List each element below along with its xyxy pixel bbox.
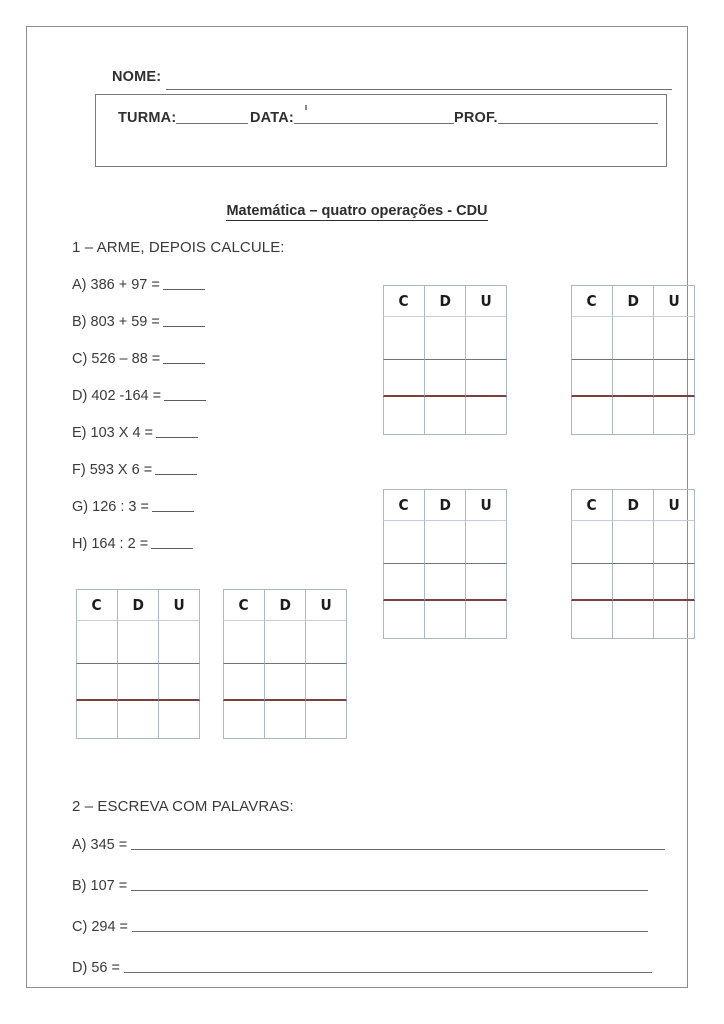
cdu-header-letter: C	[586, 496, 598, 514]
cdu-header-cell-c	[383, 285, 424, 317]
turma-label: TURMA:	[118, 110, 177, 126]
number-prompt: A) 345 =	[72, 837, 128, 853]
cdu-header-cell-u	[465, 489, 507, 521]
answer-blank[interactable]	[164, 387, 206, 401]
list-item	[72, 534, 352, 571]
cdu-header-row	[76, 589, 200, 621]
list-item	[72, 835, 682, 876]
cdu-cell[interactable]	[571, 317, 612, 360]
cdu-header-cell-d	[612, 285, 653, 317]
turma-field	[118, 109, 248, 129]
cdu-header-letter: D	[627, 292, 639, 310]
question-2-list	[72, 835, 682, 999]
cdu-header-row	[383, 489, 507, 521]
cdu-table	[571, 285, 695, 435]
cdu-header-letter: C	[398, 292, 410, 310]
cdu-header-letter: U	[668, 496, 680, 514]
number-prompt: C) 294 =	[72, 919, 129, 935]
cdu-operand-row	[383, 564, 507, 601]
cdu-cell[interactable]	[264, 664, 305, 701]
answer-blank[interactable]	[155, 461, 197, 475]
cdu-header-cell-c	[571, 489, 612, 521]
list-item	[72, 275, 352, 312]
cdu-table	[571, 489, 695, 639]
cdu-header-letter: U	[480, 292, 492, 310]
cdu-cell[interactable]	[612, 317, 653, 360]
data-label: DATA:	[250, 110, 294, 126]
data-field	[250, 109, 454, 129]
cdu-header-row	[223, 589, 347, 621]
cdu-cell[interactable]	[158, 621, 200, 664]
cdu-header-cell-c	[383, 489, 424, 521]
cdu-header-letter: D	[279, 596, 291, 614]
cdu-operand-row	[76, 664, 200, 701]
cdu-cell[interactable]	[264, 621, 305, 664]
answer-write-line[interactable]	[124, 959, 652, 973]
nome-label: NOME:	[112, 69, 162, 85]
answer-blank[interactable]	[152, 498, 194, 512]
cdu-cell[interactable]	[76, 621, 117, 664]
cdu-header-letter: U	[320, 596, 332, 614]
cdu-cell[interactable]	[612, 521, 653, 564]
cdu-operand-row	[223, 664, 347, 701]
cdu-cell[interactable]	[653, 521, 695, 564]
cdu-cell[interactable]	[465, 564, 507, 601]
answer-blank[interactable]	[151, 535, 193, 549]
cdu-table	[223, 589, 347, 739]
cdu-cell[interactable]	[117, 621, 158, 664]
cdu-header-letter: C	[586, 292, 598, 310]
cdu-header-letter: U	[173, 596, 185, 614]
cdu-result-row	[383, 601, 507, 639]
cdu-cell[interactable]	[223, 621, 264, 664]
list-item	[72, 386, 352, 423]
cdu-cell[interactable]	[383, 564, 424, 601]
cdu-result-row	[76, 701, 200, 739]
cdu-cell[interactable]	[571, 521, 612, 564]
cdu-cell[interactable]	[571, 397, 612, 435]
cdu-cell[interactable]	[383, 360, 424, 397]
cdu-cell[interactable]	[571, 360, 612, 397]
cdu-table	[76, 589, 200, 739]
cdu-operand-row	[223, 621, 347, 664]
exercise-text: H) 164 : 2 =	[72, 536, 149, 552]
exercise-text: F) 593 X 6 =	[72, 462, 153, 478]
cdu-header-letter: C	[238, 596, 250, 614]
cdu-header-letter: D	[439, 496, 451, 514]
list-item	[72, 423, 352, 460]
cdu-header-cell-c	[223, 589, 264, 621]
cdu-header-cell-d	[117, 589, 158, 621]
cdu-cell[interactable]	[653, 360, 695, 397]
cdu-cell[interactable]	[612, 360, 653, 397]
cdu-header-cell-u	[158, 589, 200, 621]
cdu-header-letter: D	[439, 292, 451, 310]
cdu-cell[interactable]	[264, 701, 305, 739]
answer-blank[interactable]	[156, 424, 198, 438]
worksheet-page-border	[26, 26, 688, 988]
cdu-header-cell-d	[424, 489, 465, 521]
cdu-header-letter: C	[91, 596, 103, 614]
answer-blank[interactable]	[163, 350, 205, 364]
cdu-header-cell-c	[571, 285, 612, 317]
number-prompt: B) 107 =	[72, 878, 128, 894]
exercise-text: C) 526 – 88 =	[72, 351, 161, 367]
cdu-cell[interactable]	[653, 317, 695, 360]
page-title-text: Matemática – quatro operações - CDU	[226, 203, 488, 219]
cdu-result-row	[383, 397, 507, 435]
answer-write-line[interactable]	[131, 877, 648, 891]
cdu-operand-row	[383, 521, 507, 564]
cdu-header-letter: D	[132, 596, 144, 614]
cdu-cell[interactable]	[76, 664, 117, 701]
cdu-header-letter: U	[668, 292, 680, 310]
page-title	[27, 203, 687, 219]
cdu-cell[interactable]	[653, 601, 695, 639]
cdu-header-row	[571, 285, 695, 317]
turma-write-line[interactable]	[176, 109, 248, 124]
list-item	[72, 312, 352, 349]
number-prompt: D) 56 =	[72, 960, 120, 976]
cdu-cell[interactable]	[158, 664, 200, 701]
cdu-operand-row	[383, 317, 507, 360]
cdu-cell[interactable]	[612, 564, 653, 601]
answer-blank[interactable]	[163, 313, 205, 327]
cdu-cell[interactable]	[76, 701, 117, 739]
cdu-operand-row	[76, 621, 200, 664]
prof-label: PROF.	[454, 110, 498, 126]
cdu-cell[interactable]	[117, 701, 158, 739]
cdu-cell[interactable]	[424, 564, 465, 601]
exercise-text: A) 386 + 97 =	[72, 277, 160, 293]
cdu-cell[interactable]	[465, 317, 507, 360]
prof-field	[454, 109, 658, 129]
data-tick-mark	[305, 105, 307, 110]
list-item	[72, 876, 682, 917]
nome-field-row	[112, 69, 672, 91]
cdu-operand-row	[571, 564, 695, 601]
question-1-heading: 1 – ARME, DEPOIS CALCULE:	[72, 239, 285, 256]
exercise-text: D) 402 -164 =	[72, 388, 162, 404]
cdu-header-cell-d	[424, 285, 465, 317]
cdu-cell[interactable]	[465, 601, 507, 639]
data-write-line[interactable]	[294, 109, 454, 124]
cdu-cell[interactable]	[305, 701, 347, 739]
cdu-cell[interactable]	[571, 601, 612, 639]
cdu-cell[interactable]	[305, 664, 347, 701]
prof-write-line[interactable]	[498, 109, 658, 124]
cdu-header-row	[383, 285, 507, 317]
cdu-header-cell-u	[653, 285, 695, 317]
cdu-cell[interactable]	[612, 601, 653, 639]
cdu-cell[interactable]	[424, 601, 465, 639]
cdu-table	[383, 489, 507, 639]
cdu-cell[interactable]	[117, 664, 158, 701]
cdu-cell[interactable]	[424, 360, 465, 397]
list-item	[72, 917, 682, 958]
cdu-operand-row	[571, 521, 695, 564]
cdu-cell[interactable]	[383, 521, 424, 564]
answer-write-line[interactable]	[131, 836, 665, 850]
cdu-header-letter: U	[480, 496, 492, 514]
cdu-cell[interactable]	[223, 701, 264, 739]
exercise-text: E) 103 X 4 =	[72, 425, 154, 441]
cdu-cell[interactable]	[424, 521, 465, 564]
cdu-operand-row	[571, 360, 695, 397]
cdu-header-cell-u	[653, 489, 695, 521]
cdu-cell[interactable]	[158, 701, 200, 739]
cdu-table	[383, 285, 507, 435]
list-item	[72, 349, 352, 386]
list-item	[72, 460, 352, 497]
cdu-header-letter: C	[398, 496, 410, 514]
cdu-cell[interactable]	[383, 601, 424, 639]
cdu-cell[interactable]	[424, 397, 465, 435]
cdu-header-cell-u	[465, 285, 507, 317]
cdu-header-cell-d	[264, 589, 305, 621]
exercise-text: B) 803 + 59 =	[72, 314, 160, 330]
identity-box	[95, 94, 667, 167]
cdu-cell[interactable]	[571, 564, 612, 601]
cdu-header-cell-c	[76, 589, 117, 621]
list-item	[72, 497, 352, 534]
cdu-header-letter: D	[627, 496, 639, 514]
cdu-result-row	[223, 701, 347, 739]
cdu-cell[interactable]	[383, 397, 424, 435]
cdu-cell[interactable]	[383, 317, 424, 360]
answer-blank[interactable]	[163, 276, 205, 290]
nome-write-line[interactable]	[166, 89, 672, 90]
cdu-cell[interactable]	[612, 397, 653, 435]
cdu-result-row	[571, 601, 695, 639]
cdu-cell[interactable]	[305, 621, 347, 664]
cdu-cell[interactable]	[653, 564, 695, 601]
answer-write-line[interactable]	[132, 918, 648, 932]
cdu-cell[interactable]	[465, 521, 507, 564]
cdu-cell[interactable]	[465, 397, 507, 435]
cdu-header-row	[571, 489, 695, 521]
cdu-operand-row	[383, 360, 507, 397]
cdu-operand-row	[571, 317, 695, 360]
cdu-cell[interactable]	[424, 317, 465, 360]
question-2-heading: 2 – ESCREVA COM PALAVRAS:	[72, 798, 294, 815]
cdu-cell[interactable]	[223, 664, 264, 701]
question-1-list	[72, 275, 352, 571]
cdu-cell[interactable]	[465, 360, 507, 397]
cdu-header-cell-d	[612, 489, 653, 521]
cdu-header-cell-u	[305, 589, 347, 621]
cdu-cell[interactable]	[653, 397, 695, 435]
cdu-result-row	[571, 397, 695, 435]
exercise-text: G) 126 : 3 =	[72, 499, 149, 515]
list-item	[72, 958, 682, 999]
